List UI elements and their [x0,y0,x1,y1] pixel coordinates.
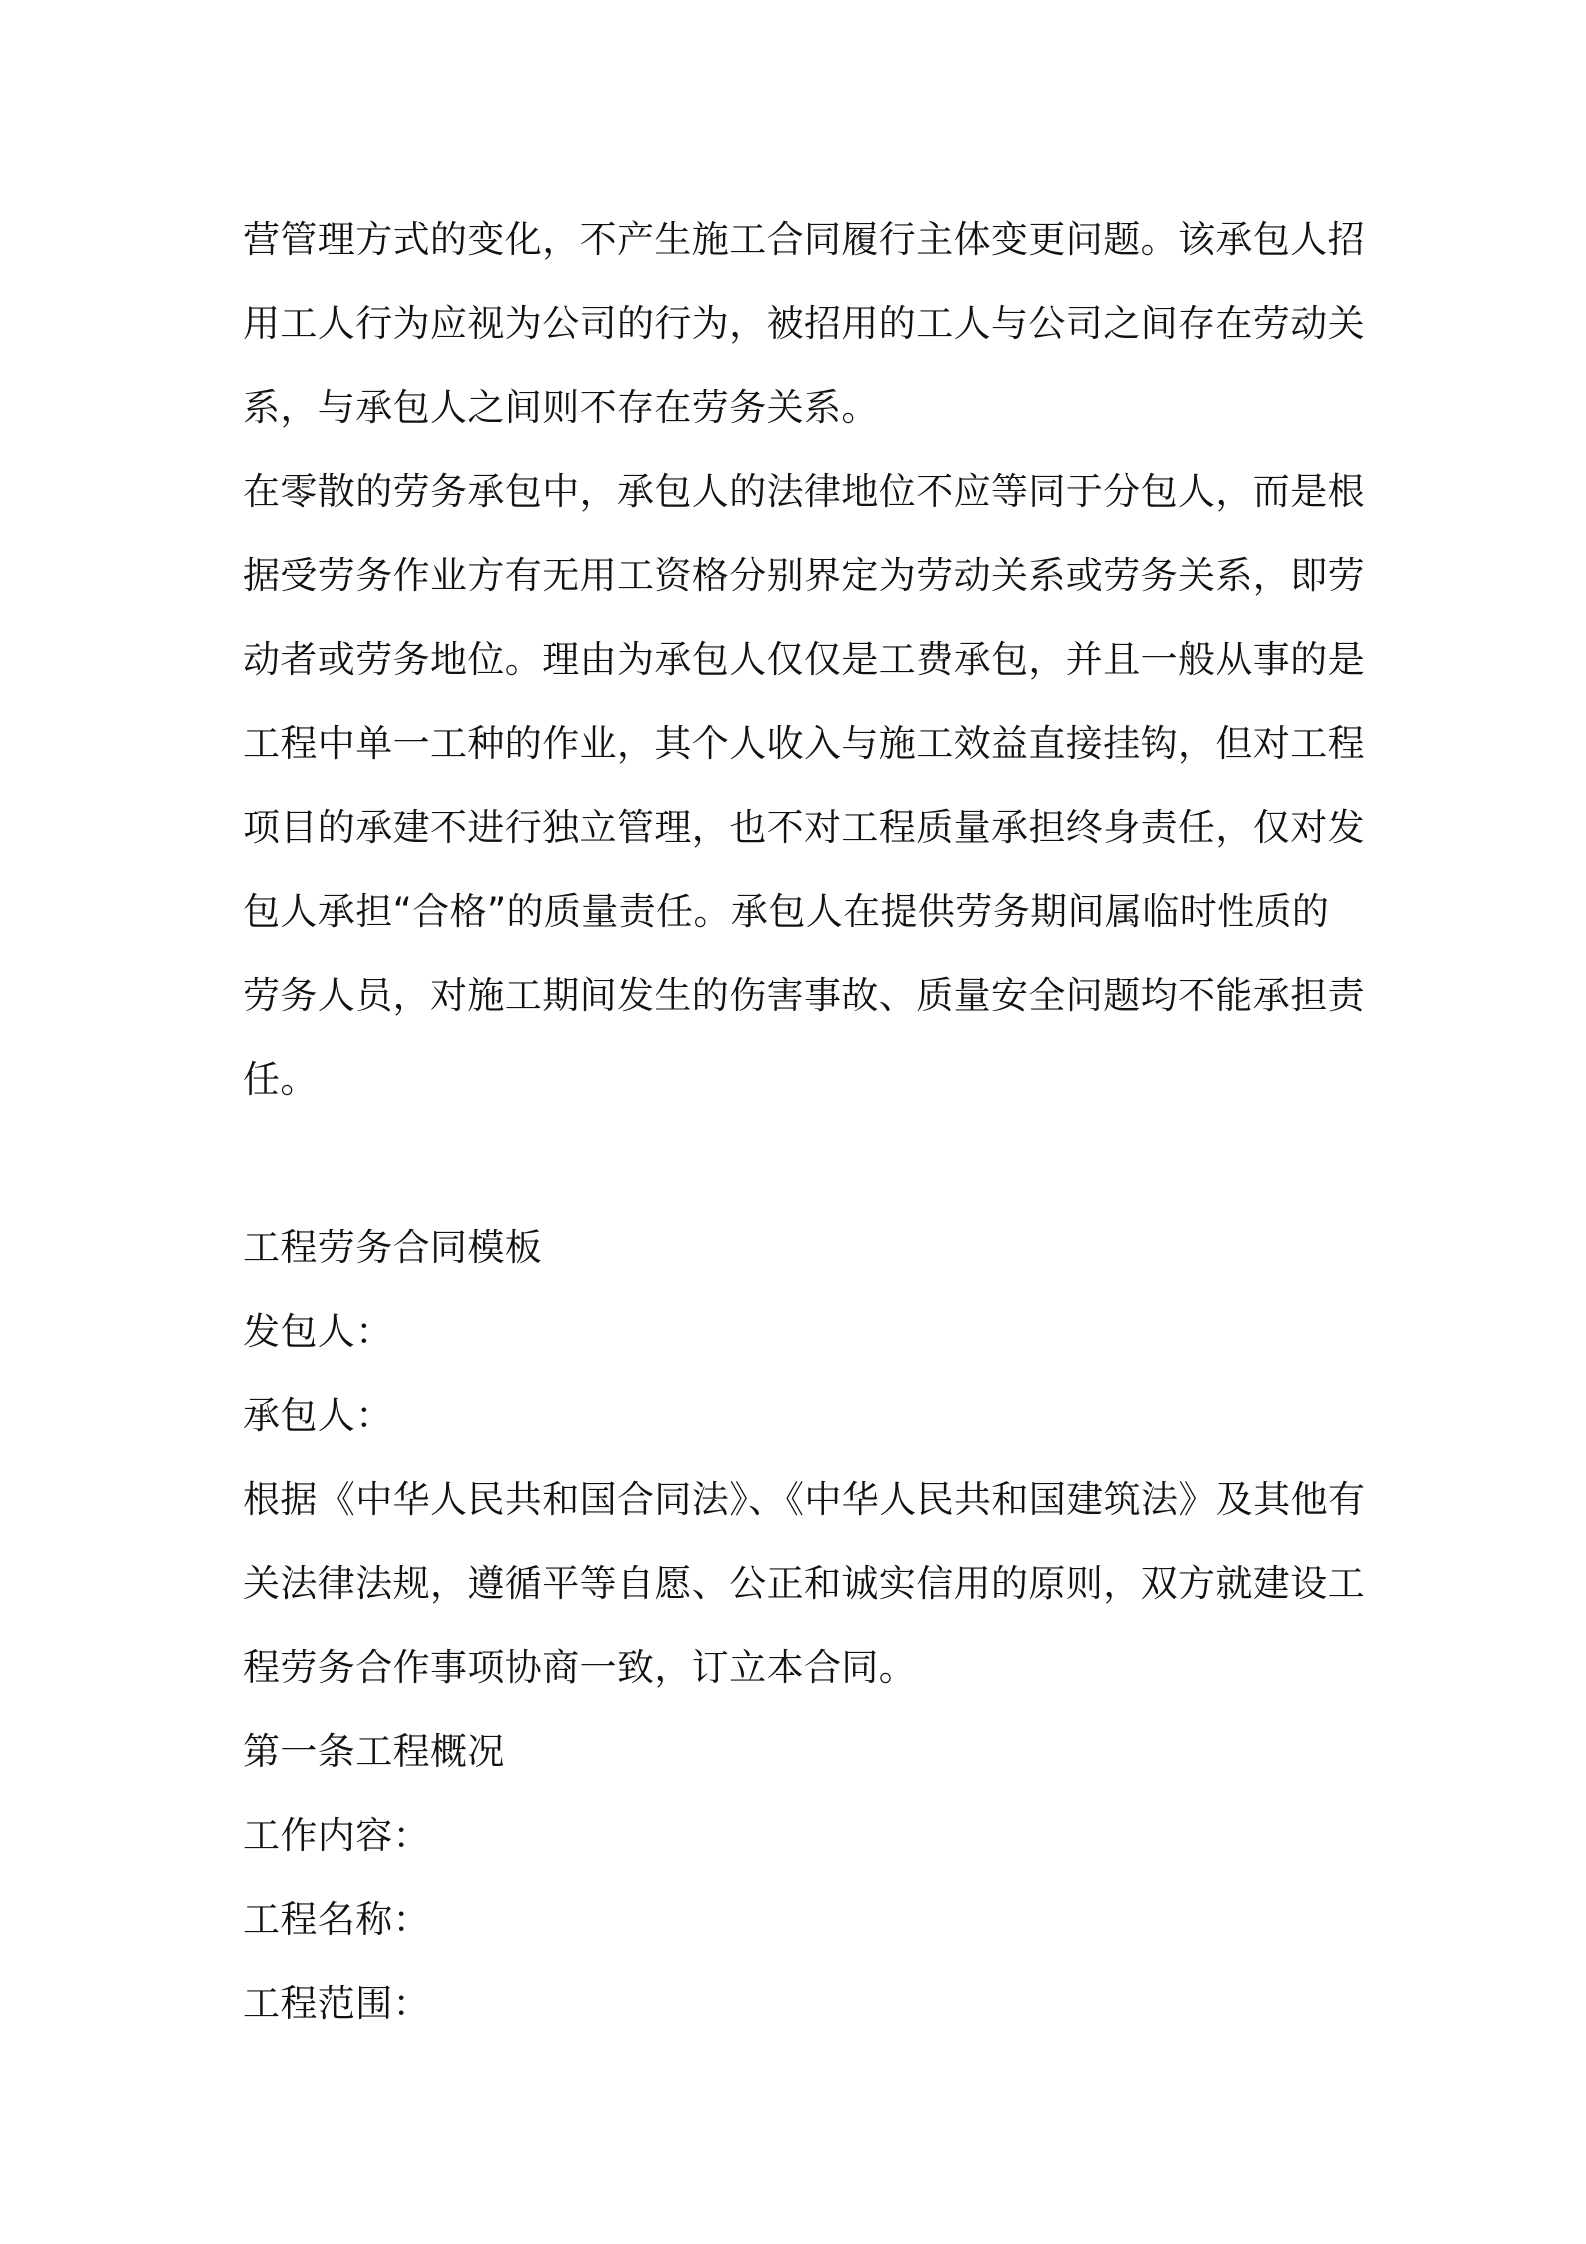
contract-title-text: 工程劳务合同模板 [243,1226,543,1269]
article-1-title: 第一条工程概况 [243,1730,505,1773]
contractor-field [243,1374,1353,1458]
text-line: 项目的承建不进行独立管理，也不对工程质量承担终身责任，仅对发 [243,806,1365,849]
text-line: 营管理方式的变化，不产生施工合同履行主体变更问题。该承包人招 [243,218,1365,261]
paragraph-labor-relation [243,198,1365,450]
text-line: 劳务人员，对施工期间发生的伤害事故、质量安全问题均不能承担责 [243,974,1365,1017]
document-page [243,198,1366,2046]
text-line: 据受劳务作业方有无用工资格分别界定为劳动关系或劳务关系，即劳 [243,554,1365,597]
text-line: 程劳务合作事项协商一致，订立本合同。 [243,1646,917,1689]
work-content-label: 工作内容： [243,1814,430,1857]
text-line: 系，与承包人之间则不存在劳务关系。 [243,386,879,429]
project-name-label: 工程名称： [243,1898,430,1941]
blank-line [243,1122,1353,1206]
contractor-label: 承包人： [243,1394,393,1437]
project-scope-label: 工程范围： [243,1982,430,2025]
text-line: 用工人行为应视为公司的行为，被招用的工人与公司之间存在劳动关 [243,302,1365,345]
text-line: 关法律法规，遵循平等自愿、公正和诚实信用的原则，双方就建设工 [243,1562,1365,1605]
text-line: 任。 [243,1058,318,1101]
employer-field [243,1290,1353,1374]
project-scope-field [243,1962,1353,2046]
employer-label: 发包人： [243,1310,393,1353]
project-name-field [243,1878,1353,1962]
contract-preamble [243,1458,1366,1710]
text-line: 根据《中华人民共和国合同法》、《中华人民共和国建筑法》及其他有 [243,1478,1366,1521]
text-line: 包人承担“合格”的质量责任。承包人在提供劳务期间属临时性质的 [243,890,1330,933]
text-line: 工程中单一工种的作业，其个人收入与施工效益直接挂钩，但对工程 [243,722,1365,765]
paragraph-scattered-subcontracting [243,450,1365,1122]
work-content-field [243,1794,1353,1878]
article-1-heading [243,1710,1353,1794]
text-line: 动者或劳务地位。理由为承包人仅仅是工费承包，并且一般从事的是 [243,638,1365,681]
text-line: 在零散的劳务承包中，承包人的法律地位不应等同于分包人，而是根 [243,470,1365,513]
contract-title [243,1206,1353,1290]
